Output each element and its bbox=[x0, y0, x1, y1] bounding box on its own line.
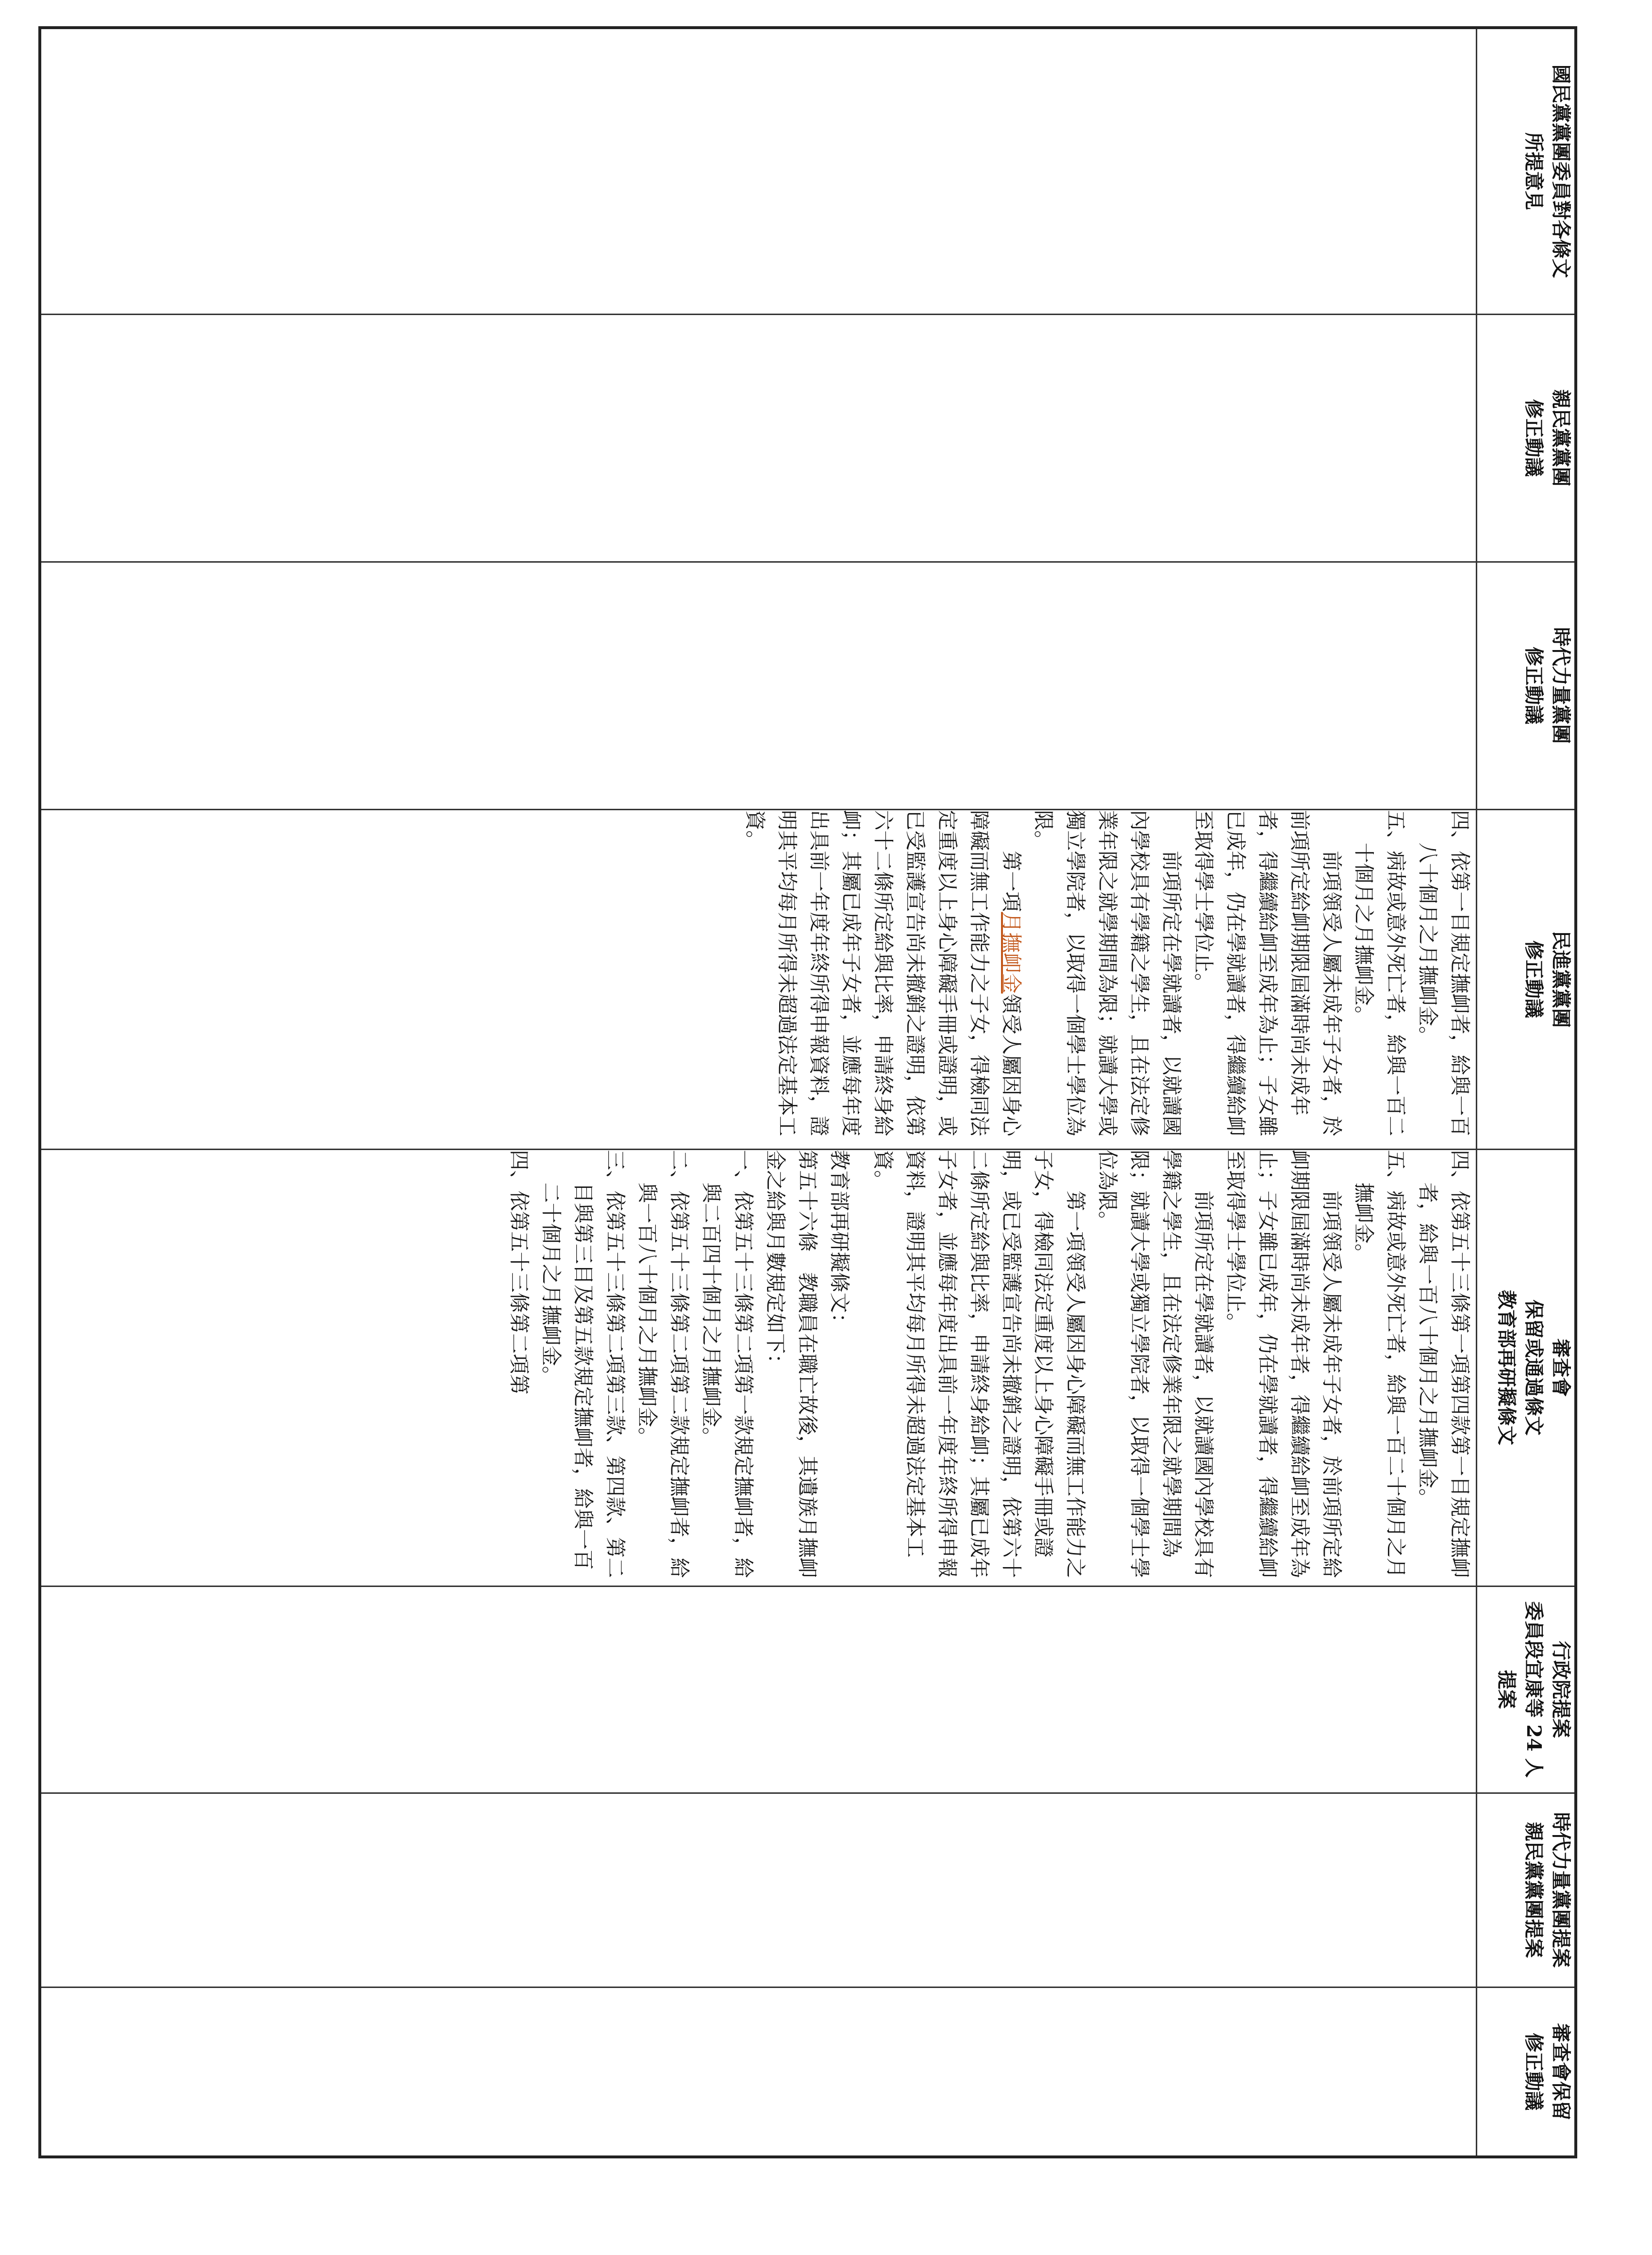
header-kmt: 國民黨黨團委員對各條文 所提意見 bbox=[1477, 28, 1576, 314]
dpp-item-5: 五、病故或意外死亡者，給與一百二十個月之月撫卹金。 bbox=[1352, 810, 1408, 1136]
redraft-item-1: 一、依第五十三條第二項第一款規定撫卹者，給與二百四十個月之月撫卹金。 bbox=[700, 1150, 755, 1578]
dpp-paragraph-2: 前項領受人屬未成年子女者，於前項所定給卹期限屆滿時尚未成年者，得繼續給卹至成年為止；子女雖已成年，仍在學就讀者，得繼續給卹至取得學士學位止。 bbox=[1192, 810, 1344, 1136]
header-dpp-motion: 民進黨黨團 修正動議 bbox=[1477, 809, 1576, 1149]
cell-review-committee bbox=[40, 1149, 1477, 1586]
header-pfp-motion: 親民黨黨團 修正動議 bbox=[1477, 314, 1576, 562]
rotated-page bbox=[38, 26, 1577, 2155]
dpp-highlighted-term: 月撫卹金 bbox=[1000, 912, 1023, 994]
review-item-4: 四、依第五十三條第一項第四款第一目規定撫卹者，給與一百八十個月之月撫卹金。 bbox=[1416, 1150, 1472, 1578]
dpp-paragraph-4-prefix: 第一項 bbox=[1000, 851, 1023, 912]
cell-npp-pfp-bill bbox=[40, 1793, 1477, 1987]
body-row bbox=[40, 28, 1477, 2157]
review-item-5: 五、病故或意外死亡者，給與一百二十個月之月撫卹金。 bbox=[1352, 1150, 1408, 1578]
redraft-article-intro: 第五十六條 教職員在職亡故後，其遺族月撫卹金之給與月數規定如下： bbox=[764, 1150, 819, 1578]
cell-dpp-motion bbox=[40, 809, 1477, 1149]
cell-executive-yuan bbox=[40, 1586, 1477, 1793]
cell-reserved-motion bbox=[40, 1987, 1477, 2157]
header-row bbox=[1477, 28, 1576, 2157]
cell-pfp-motion bbox=[40, 314, 1477, 562]
redraft-title: 教育部再研擬條文： bbox=[828, 1150, 851, 1334]
comparison-table bbox=[38, 26, 1577, 2158]
cell-kmt bbox=[40, 28, 1477, 314]
header-npp-pfp-bill: 時代力量黨團提案 親民黨黨團提案 bbox=[1477, 1793, 1576, 1987]
redraft-item-3: 三、依第五十三條第二項第三款、第四款、第二目與第三目及第五款規定撫卹者，給與一百二十個月之月撫卹金。 bbox=[539, 1150, 627, 1578]
header-executive-yuan: 行政院提案 委員段宜康等 24 人 提案 bbox=[1477, 1586, 1576, 1793]
dpp-item-4: 四、依第一目規定撫卹者，給與一百八十個月之月撫卹金。 bbox=[1416, 810, 1472, 1136]
header-reserved-motion: 審查會保留 修正動議 bbox=[1477, 1987, 1576, 2157]
dpp-paragraph-4-rest: 領受人屬因身心障礙而無工作能力之子女，得檢同法定重度以上身心障礙手冊或證明，或已受監護宣告尚未撤銷之證明，依第六十二條所定給與比率，申請終身給卹；其屬已成年子女者，並應每年度出具前一年度年終所得申報資料，證明其平均每月所得未超過法定基本工資。 bbox=[743, 810, 1023, 1136]
review-paragraph-3: 前項所定在學就讀者，以就讀國內學校具有學籍之學生，且在法定修業年限之就學期間為限；就讀大學或獨立學院者，以取得一個學士學位為限。 bbox=[1096, 1150, 1216, 1578]
review-paragraph-2: 前項領受人屬未成年子女者，於前項所定給卹期限屆滿時尚未成年者，得繼續給卹至成年為止；子女雖已成年，仍在學就讀者，得繼續給卹至取得學士學位止。 bbox=[1224, 1150, 1344, 1578]
dpp-paragraph-4 bbox=[739, 810, 1027, 1149]
dpp-paragraph-3: 前項所定在學就讀者，以就讀國內學校具有學籍之學生，且在法定修業年限之就學期間為限；就讀大學或獨立學院者，以取得一個學士學位為限。 bbox=[1032, 810, 1184, 1136]
review-paragraph-4: 第一項領受人屬因身心障礙而無工作能力之子女，得檢同法定重度以上身心障礙手冊或證明，或已受監護宣告尚未撤銷之證明，依第六十二條所定給與比率，申請終身給卹；其屬已成年子女者，並應每年度出具前一年度年終所得申報資料，證明其平均每月所得未超過法定基本工資。 bbox=[871, 1150, 1087, 1578]
redraft-item-4: 四、依第五十三條第二項第 bbox=[507, 1150, 531, 1395]
header-review-committee: 審查會 保留或通過條文 教育部再研擬條文 bbox=[1477, 1149, 1576, 1586]
cell-npp-motion bbox=[40, 562, 1477, 809]
redraft-item-2: 二、依第五十三條第二項第二款規定撫卹者，給與一百八十個月之月撫卹金。 bbox=[635, 1150, 691, 1578]
header-npp-motion: 時代力量黨團 修正動議 bbox=[1477, 562, 1576, 809]
